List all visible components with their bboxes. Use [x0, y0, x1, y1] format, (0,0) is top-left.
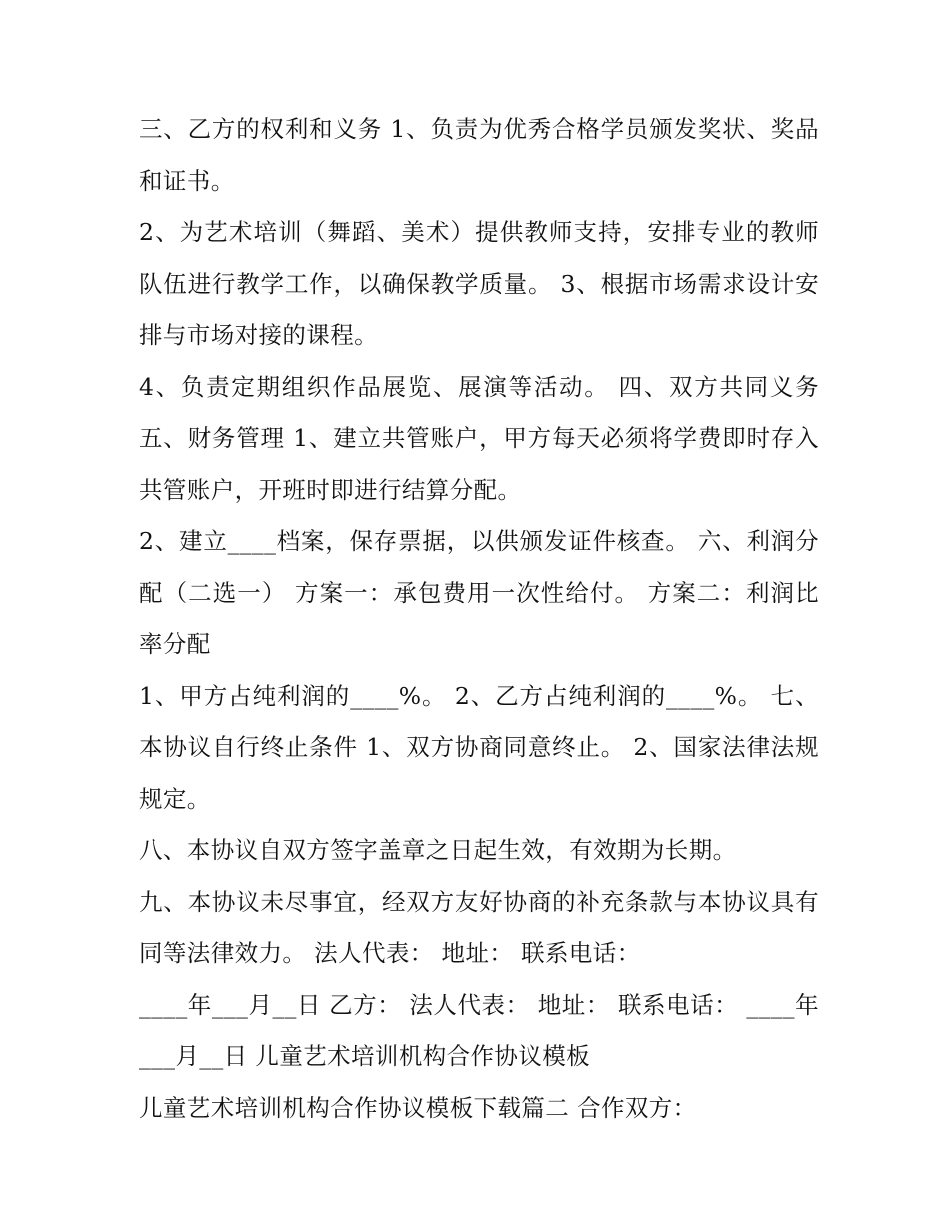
paragraph-teacher-support: 2、为艺术培训（舞蹈、美术）提供教师支持，安排专业的教师队伍进行教学工作，以确保教学质量。 3、根据市场需求设计安排与市场对接的课程。 [139, 218, 819, 349]
paragraph-supplementary-terms: 九、本协议未尽事宜，经双方友好协商的补充条款与本协议具有同等法律效力。 法人代表： 地址： 联系电话： [139, 887, 819, 967]
document-body [139, 104, 819, 1134]
paragraph-financial-management: 4、负责定期组织作品展览、展演等活动。 四、双方共同义务 五、财务管理 1、建立共管账户，甲方每天必须将学费即时存入共管账户，开班时即进行结算分配。 [139, 372, 819, 504]
paragraph-rights-obligations: 三、乙方的权利和义务 1、负责为优秀合格学员颁发奖状、奖品和证书。 [139, 115, 819, 195]
paragraph-termination: 1、甲方占纯利润的____%。 2、乙方占纯利润的____%。 七、本协议自行终止条件 1、双方协商同意终止。 2、国家法律法规规定。 [139, 681, 819, 813]
paragraph-signature-dates: ____年___月__日 乙方： 法人代表： 地址： 联系电话： ____年___月__日 儿童艺术培训机构合作协议模板 [139, 990, 819, 1070]
paragraph-second-template-heading: 儿童艺术培训机构合作协议模板下载篇二 合作双方： [139, 1093, 697, 1122]
paragraph-profit-distribution: 2、建立____档案，保存票据，以供颁发证件核查。 六、利润分配（二选一） 方案一：承包费用一次性给付。 方案二：利润比率分配 [139, 527, 819, 658]
paragraph-effective-date: 八、本协议自双方签字盖章之日起生效，有效期为长期。 [139, 836, 737, 864]
